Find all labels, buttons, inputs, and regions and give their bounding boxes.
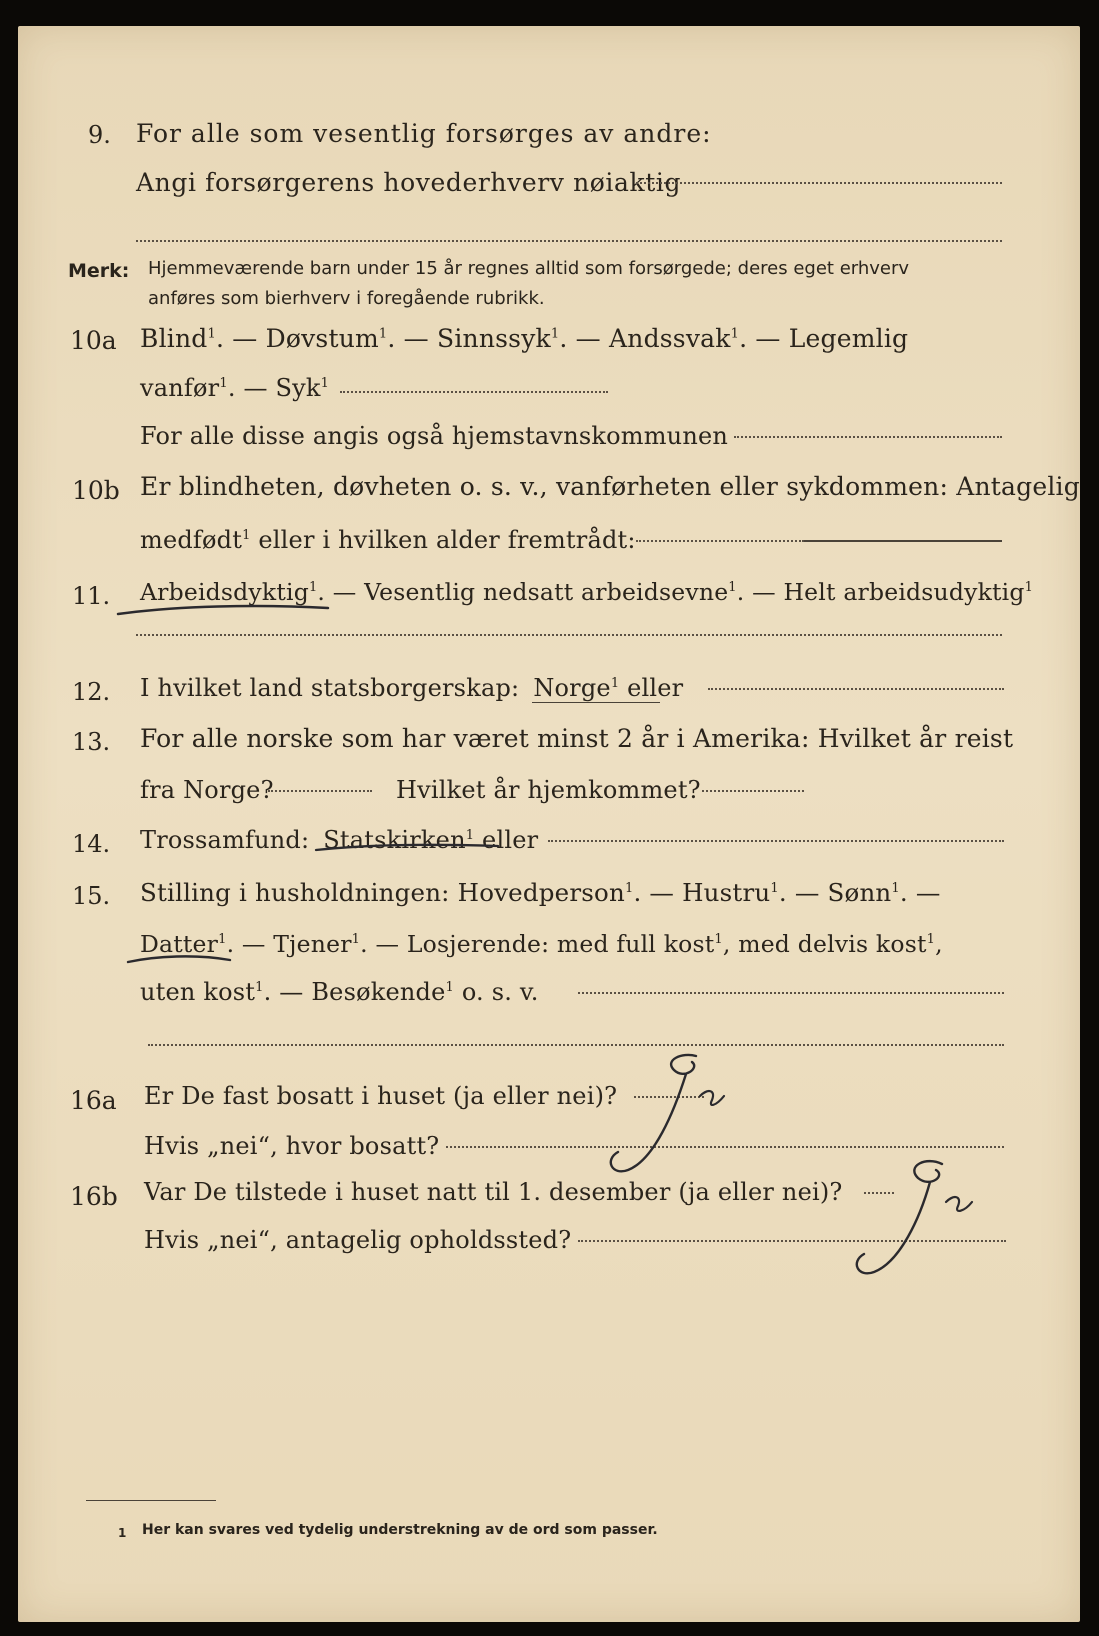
q13-reist-line[interactable] [268,790,372,792]
q13-hjemkommet-line[interactable] [702,790,804,792]
q16a-number: 16a [70,1086,117,1115]
q11-number: 11. [72,582,111,610]
q15-answer-line-2[interactable] [148,1044,1004,1046]
q13-line2a: fra Norge? [140,776,274,804]
q14-handwritten-underline [314,840,504,856]
q10a-number: 10a [70,326,117,355]
q10a-answer-line[interactable] [340,391,608,393]
census-form-page [18,26,1080,1622]
q14-line: Trossamfund: Statskirken$^1$ eller [140,826,539,854]
q11-option-arbeidsdyktig: Arbeidsdyktig [140,578,309,606]
q16a-handwritten-answer [604,1052,734,1182]
merk-label: Merk: [68,260,130,282]
q10b-line1: Er blindheten, døvheten o. s. v., vanførheten eller sykdommen: Antagelig [140,472,1080,501]
q10b-answer-line[interactable] [636,540,804,542]
q13-number: 13. [72,728,111,756]
q15-option-datter: Datter [140,930,219,958]
q15-number: 15. [72,882,111,910]
footnote-text: Her kan svares ved tydelig understrekning av de ord som passer. [142,1522,658,1538]
q12-line: I hvilket land statsborgerskap: Norge$^1$ eller [140,674,684,702]
footnote-rule [86,1500,216,1501]
q16b-number: 16b [70,1182,118,1211]
q10b-line2: medfødt$^1$ eller i hvilken alder fremtrådt: [140,526,636,554]
q12-option-norge: Norge [533,674,611,702]
merk-line2: anføres som bierhverv i foregående rubrikk. [148,288,545,309]
q16a-line1: Er De fast bosatt i huset (ja eller nei)? [144,1082,618,1110]
q10a-line2: vanfør$^1$. — Syk$^1$ [140,374,330,402]
q15-line1: Stilling i husholdningen: Hovedperson$^1$. — Hustru$^1$. — Sønn$^1$. — [140,878,941,907]
q15-line3: uten kost$^1$. — Besøkende$^1$ o. s. v. [140,978,539,1006]
q14-number: 14. [72,830,111,858]
q9-line2: Angi forsørgerens hovederhverv nøiaktig [136,168,682,197]
q16b-line2: Hvis „nei“, antagelig opholdssted? [144,1226,572,1254]
q16b-handwritten-answer [838,1158,978,1288]
q12-number: 12. [72,678,111,706]
q11-handwritten-underline [116,600,336,620]
q11-answer-line[interactable] [136,634,1002,636]
q14-option-statskirken: Statskirken [323,826,466,854]
footnote-mark: 1 [118,1526,127,1540]
q16b-line1: Var De tilstede i huset natt til 1. desember (ja eller nei)? [144,1178,843,1206]
q15-line2: Datter$^1$. — Tjener$^1$. — Losjerende: med full kost$^1$, med delvis kost$^1$, [140,930,943,958]
q10b-answer-line-solid [804,540,1002,542]
q10b-number: 10b [72,476,120,505]
q10a-line3: For alle disse angis også hjemstavnskommunen [140,422,729,450]
q9-line1: For alle som vesentlig forsørges av andre: [136,119,712,148]
q10a-line1: Blind$^1$. — Døvstum$^1$. — Sinnssyk$^1$. — Andssvak$^1$. — Legemlig [140,324,909,353]
q14-answer-line[interactable] [548,840,1004,842]
q12-printed-underline [532,702,660,703]
q15-answer-line[interactable] [578,992,1004,994]
q13-line2b: Hvilket år hjemkommet? [396,776,701,804]
q12-answer-line[interactable] [708,688,1004,690]
q11-line: Arbeidsdyktig$^1$. — Vesentlig nedsatt arbeidsevne$^1$. — Helt arbeidsudyktig$^1$ [140,578,1034,606]
q9-number: 9. [88,121,111,149]
q16a-line2: Hvis „nei“, hvor bosatt? [144,1132,440,1160]
merk-line1: Hjemmeværende barn under 15 år regnes alltid som forsørgede; deres eget erhverv [148,258,910,279]
q13-line1: For alle norske som har været minst 2 år i Amerika: Hvilket år reist [140,724,1014,753]
q15-handwritten-underline [126,952,236,968]
q9-answer-line-2[interactable] [136,240,1002,242]
q9-answer-line[interactable] [636,182,1002,184]
q10a-hometown-line[interactable] [734,436,1002,438]
